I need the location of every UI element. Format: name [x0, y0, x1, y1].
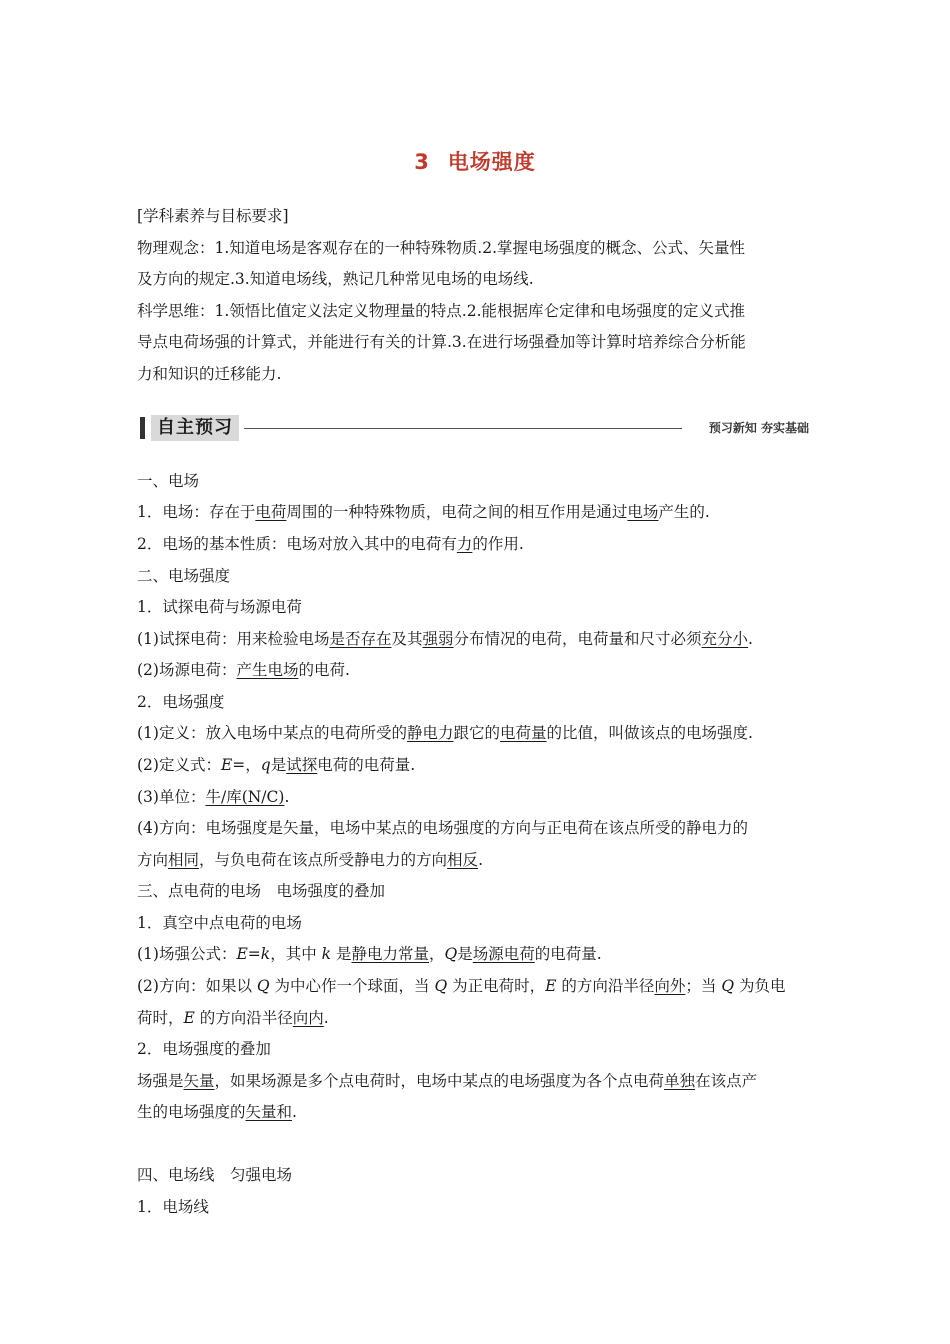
- s2-heading: 二、电场强度: [137, 567, 231, 585]
- s3-item-a: (1)场强公式：E=k，其中 k 是静电力常量，Q是场源电荷的电荷量.: [137, 945, 602, 963]
- title-text: 电场强度: [447, 150, 536, 174]
- s3-item-d: 场强是矢量，如果场源是多个点电荷时，电场中某点的电场强度为各个点电荷单独在该点产: [137, 1072, 758, 1090]
- s3-sub-1: 1．真空中点电荷的电场: [137, 914, 302, 932]
- s4-heading: 四、电场线 匀强电场: [137, 1166, 293, 1184]
- s2-item-e: (3)单位：牛/库(N/C).: [137, 788, 290, 806]
- banner-rule: [244, 428, 682, 429]
- s3-item-c: 荷时，E 的方向沿半径向内.: [137, 1009, 329, 1027]
- banner-right-text: 预习新知 夯实基础: [708, 421, 809, 435]
- goals-line-3: 科学思维：1.领悟比值定义法定义物理量的特点.2.能根据库仑定律和电场强度的定义式推: [137, 302, 746, 320]
- s2-sub-1: 1．试探电荷与场源电荷: [137, 598, 302, 616]
- s2-item-b: (2)场源电荷：产生电场的电荷.: [137, 661, 350, 679]
- s2-sub-2: 2．电场强度: [137, 693, 225, 711]
- goals-line-2: 及方向的规定.3.知道电场线，熟记几种常见电场的电场线.: [137, 270, 534, 288]
- s3-item-e: 生的电场强度的矢量和.: [137, 1103, 297, 1121]
- s3-item-b: (2)方向：如果以 Q 为中心作一个球面，当 Q 为正电荷时，E 的方向沿半径向外；当 Q 为负电: [137, 977, 786, 995]
- s2-item-g: 方向相同，与负电荷在该点所受静电力的方向相反.: [137, 851, 483, 869]
- goals-line-1: 物理观念：1.知道电场是客观存在的一种特殊物质.2.掌握电场强度的概念、公式、矢量性: [137, 239, 746, 257]
- section-banner: [137, 415, 827, 441]
- goals-line-4: 导点电荷场强的计算式，并能进行有关的计算.3.在进行场强叠加等计算时培养综合分析能: [137, 333, 746, 351]
- s4-sub-1: 1．电场线: [137, 1198, 209, 1216]
- s3-sub-2: 2．电场强度的叠加: [137, 1040, 271, 1058]
- s1-heading: 一、电场: [137, 472, 200, 490]
- s2-item-a: (1)试探电荷：用来检验电场是否存在及其强弱分布情况的电荷，电荷量和尺寸必须充分小.: [137, 630, 753, 648]
- s3-heading: 三、点电荷的电场 电场强度的叠加: [137, 882, 386, 900]
- s1-para-1: 1．电场：存在于电荷周围的一种特殊物质，电荷之间的相互作用是通过电场产生的.: [137, 503, 710, 521]
- goals-header: [学科素养与目标要求]: [137, 207, 289, 225]
- goals-line-5: 力和知识的迁移能力.: [137, 365, 282, 383]
- banner-bar: [140, 417, 145, 439]
- page-title: [0, 146, 950, 176]
- s2-item-f: (4)方向：电场强度是矢量，电场中某点的电场强度的方向与正电荷在该点所受的静电力的: [137, 819, 748, 837]
- s1-para-2: 2．电场的基本性质：电场对放入其中的电荷有力的作用.: [137, 535, 524, 553]
- s2-item-c: (1)定义：放入电场中某点的电荷所受的静电力跟它的电荷量的比值，叫做该点的电场强度.: [137, 724, 753, 742]
- section-number: 3: [414, 150, 430, 174]
- banner-label: 自主预习: [151, 415, 239, 441]
- s2-item-d: (2)定义式：E=，q是试探电荷的电荷量.: [137, 756, 416, 774]
